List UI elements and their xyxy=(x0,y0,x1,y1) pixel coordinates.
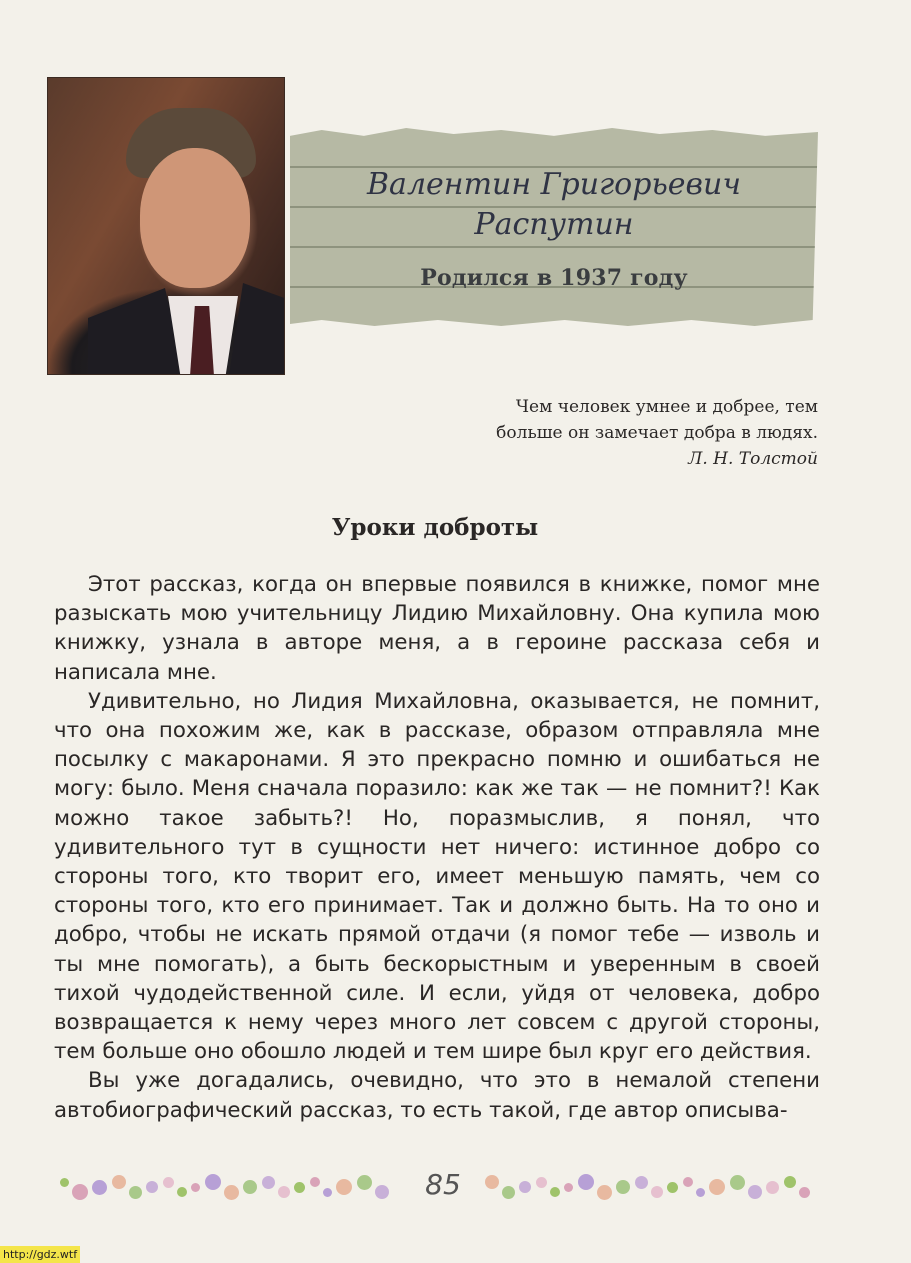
decorative-dot xyxy=(323,1188,332,1197)
decorative-dot xyxy=(616,1180,630,1194)
decorative-dot xyxy=(766,1181,779,1194)
decorative-dot xyxy=(243,1180,257,1194)
author-birth-year: Родился в 1937 году xyxy=(420,265,688,291)
paragraph: Этот рассказ, когда он впервые появился в книжке, помог мне разыскать мою учительницу Лидию Михайловну. Она купила мою книжку, узнала в авторе меня, а в героине рассказа себя и написала мне. xyxy=(54,572,820,685)
decorative-dot xyxy=(262,1176,275,1189)
decorative-dot xyxy=(146,1181,158,1193)
decorative-dot xyxy=(799,1187,810,1198)
decorative-dot xyxy=(357,1175,372,1190)
decorative-dot xyxy=(294,1182,305,1193)
watermark: http://gdz.wtf xyxy=(0,1246,80,1263)
decorative-dot xyxy=(578,1174,594,1190)
decorative-dot xyxy=(597,1185,612,1200)
decorative-dot xyxy=(696,1188,705,1197)
epigraph-line1: Чем человек умнее и добрее, тем xyxy=(515,397,818,417)
author-name-line1: Валентин Григорьевич xyxy=(367,167,741,202)
decorative-dot xyxy=(278,1186,290,1198)
decorative-dot xyxy=(310,1177,320,1187)
decorative-dot xyxy=(375,1185,389,1199)
author-portrait xyxy=(48,78,284,374)
epigraph-line2: больше он замечает добра в людях. xyxy=(496,423,818,443)
page-number: 85 xyxy=(425,1168,461,1201)
decorative-dot xyxy=(667,1182,678,1193)
decorative-dot xyxy=(92,1180,107,1195)
decorative-dot xyxy=(748,1185,762,1199)
decorative-dot xyxy=(177,1187,187,1197)
decorative-dot xyxy=(485,1175,499,1189)
decorative-dot xyxy=(651,1186,663,1198)
author-name-line2: Распутин xyxy=(474,207,634,242)
decorative-dot xyxy=(683,1177,693,1187)
decorative-dot xyxy=(730,1175,745,1190)
epigraph-author: Л. Н. Толстой xyxy=(688,449,818,469)
decorative-dot xyxy=(191,1183,200,1192)
decorative-dot xyxy=(784,1176,796,1188)
body-text xyxy=(54,570,820,1125)
paragraph: Удивительно, но Лидия Михайловна, оказывается, не помнит, что она похожим же, как в рассказе, образом отправляла мне посылку с макаронами. Я это прекрасно помню и ошибаться не могу: было. Меня сначала поразило: как же так — не помнит?! Как можно такое забыть?! Но, поразмыслив, я понял, что удивительного тут в сущности нет ничего: истинное добро со стороны того, кто творит его, имеет меньшую память, чем со стороны того, кто его принимает. Так и должно быть. На то оно и добро, чтобы не искать прямой отдачи (я помог тебе — изволь и ты мне помогать), а быть бескорыстным и уверенным в своей тихой чудодейственной силе. И если, уйдя от человека, добро возвращается к нему через много лет совсем с другой стороны, тем больше оно обошло людей и тем шире был круг его действия. xyxy=(54,688,820,1065)
epigraph xyxy=(400,394,818,472)
decorative-dot xyxy=(564,1183,573,1192)
decorative-dot xyxy=(112,1175,126,1189)
decorative-dot xyxy=(536,1177,547,1188)
decorative-dot xyxy=(336,1179,352,1195)
decorative-dot xyxy=(224,1185,239,1200)
decorative-dot xyxy=(709,1179,725,1195)
paragraph: Вы уже догадались, очевидно, что это в немалой степени автобиографический рассказ, то есть такой, где автор описыва- xyxy=(54,1068,820,1123)
decorative-dot xyxy=(550,1187,560,1197)
decorative-dot xyxy=(129,1186,142,1199)
decorative-dot xyxy=(72,1184,88,1200)
page-footer xyxy=(58,1168,828,1202)
decorative-dot xyxy=(502,1186,515,1199)
decorative-dots-left xyxy=(58,1170,403,1200)
decorative-dot xyxy=(163,1177,174,1188)
section-title: Уроки доброты xyxy=(331,514,539,541)
decorative-dot xyxy=(205,1174,221,1190)
decorative-dot xyxy=(519,1181,531,1193)
decorative-dot xyxy=(635,1176,648,1189)
decorative-dot xyxy=(60,1178,69,1187)
author-name xyxy=(290,165,818,245)
decorative-dots-right xyxy=(483,1170,828,1200)
